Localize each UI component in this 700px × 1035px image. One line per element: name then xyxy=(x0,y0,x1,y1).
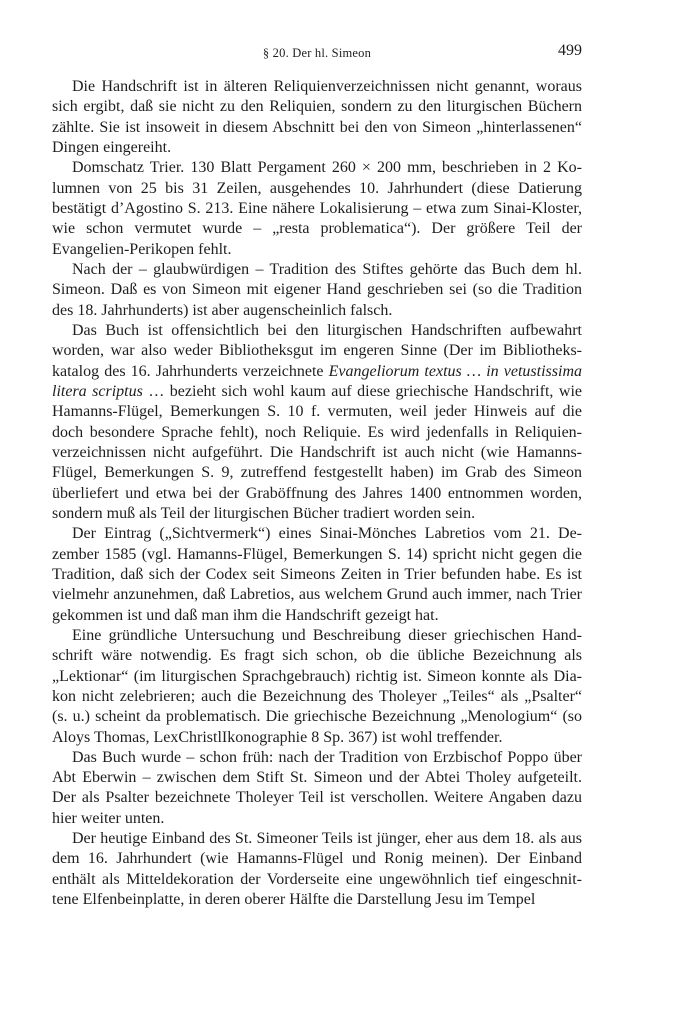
paragraph-4-text-end: … bezieht sich wohl kaum auf diese griechische Handschrift, wie Hamanns-Flügel, Bemerkungen S. 10 f. vermuten, weil jeder Hinweis auf die doch besondere Sprache fehlt), noch Reliquie. Es wird jedenfalls in Reliquienverzeichnissen nicht aufgeführt. Die Handschrift ist auch nicht (wie Hamanns-Flügel, Bemerkungen S. 9, zutreffend festgestellt haben) im Grab des Simeon überliefert und etwa bei der Graböffnung des Jahres 1400 entnommen worden, sondern muß als Teil der liturgischen Bücher tradiert worden sein. xyxy=(52,382,582,522)
paragraph-4-text-start: Das Buch ist offensichtlich bei den liturgischen Handschriften aufbewahrt worden, war also weder Bibliotheksgut im engeren Sinne (Der im Bibliothekskatalog des 16. Jahrhunderts verzeichnete xyxy=(52,321,582,380)
paragraph-3: Nach der – glaubwürdigen – Tradition des Stiftes gehörte das Buch dem hl. Simeon. Daß es von Simeon mit eigener Hand geschrieben sei (so die Tradition des 18. Jahrhunderts) ist aber augenscheinlich falsch. xyxy=(52,260,582,319)
paragraph-1: Die Handschrift ist in älteren Reliquienverzeichnissen nicht genannt, woraus sich ergibt, daß sie nicht zu den Reliquien, sondern zu den liturgischen Büchern zählte. Sie ist insoweit in diesem Abschnitt bei den von Simeon „hinterlassenen“ Dingen eingereiht. xyxy=(52,78,582,156)
paragraph-2: Domschatz Trier. 130 Blatt Pergament 260 × 200 mm, beschrieben in 2 Kolumnen von 25 bis 31 Zeilen, ausgehendes 10. Jahrhundert (diese Datierung bestätigt d’Agostino S. 213. Eine nähere Lokalisierung – etwa zum Sinai-Kloster, wie schon vermutet wurde – „resta problematica“). Der größere Teil der Evangelien-Perikopen fehlt. xyxy=(52,159,582,258)
paragraph-7: Das Buch wurde – schon früh: nach der Tradition von Erzbischof Poppo über Abt Eberwin – zwischen dem Stift St. Simeon und der Abtei Tholey aufgeteilt. Der als Psalter bezeichnete Tholeyer Teil ist verschollen. Weitere Angaben dazu hier weiter unten. xyxy=(52,748,582,827)
paragraph-4 xyxy=(52,321,582,524)
running-head xyxy=(52,40,582,64)
paragraph-5: Der Eintrag („Sichtvermerk“) eines Sinai-Mönches Labretios vom 21. Dezember 1585 (vgl. Hamanns-Flügel, Bemerkungen S. 14) spricht nicht gegen die Tradition, daß sich der Codex seit Simeons Zeiten in Trier befunden habe. Es ist vielmehr anzunehmen, daß Labretios, aus welchem Grund auch immer, nach Trier gekommen ist und daß man ihm die Handschrift gezeigt hat. xyxy=(52,525,582,624)
section-title: § 20. Der hl. Simeon xyxy=(262,46,372,60)
paragraph-8: Der heutige Einband des St. Simeoner Teils ist jünger, eher aus dem 18. als aus dem 16. Jahrhundert (wie Hamanns-Flügel und Ronig meinen). Der Einband enthält als Mitteldekoration der Vorderseite eine ungewöhnlich tief eingeschnittene Elfenbeinplatte, in deren oberer Hälfte die Darstellung Jesu im Tempel xyxy=(52,830,582,909)
body-text xyxy=(52,77,582,910)
page-number: 499 xyxy=(558,42,582,59)
latin-quote: Evangeliorum textus … in vetustissima litera scriptus xyxy=(52,362,582,400)
paragraph-6: Eine gründliche Untersuchung und Beschreibung dieser griechischen Handschrift wäre notwendig. Es fragt sich schon, ob die übliche Bezeichnung als „Lektionar“ (im liturgischen Sprachgebrauch) richtig ist. Simeon konnte als Diakon nicht zelebrieren; auch die Bezeichnung des Tholeyer „Teiles“ als „Psalter“ (s. u.) scheint da problematisch. Die griechische Bezeichnung „Menologium“ (so Aloys Thomas, LexChristlIkonographie 8 Sp. 367) ist wohl treffender. xyxy=(52,626,582,746)
